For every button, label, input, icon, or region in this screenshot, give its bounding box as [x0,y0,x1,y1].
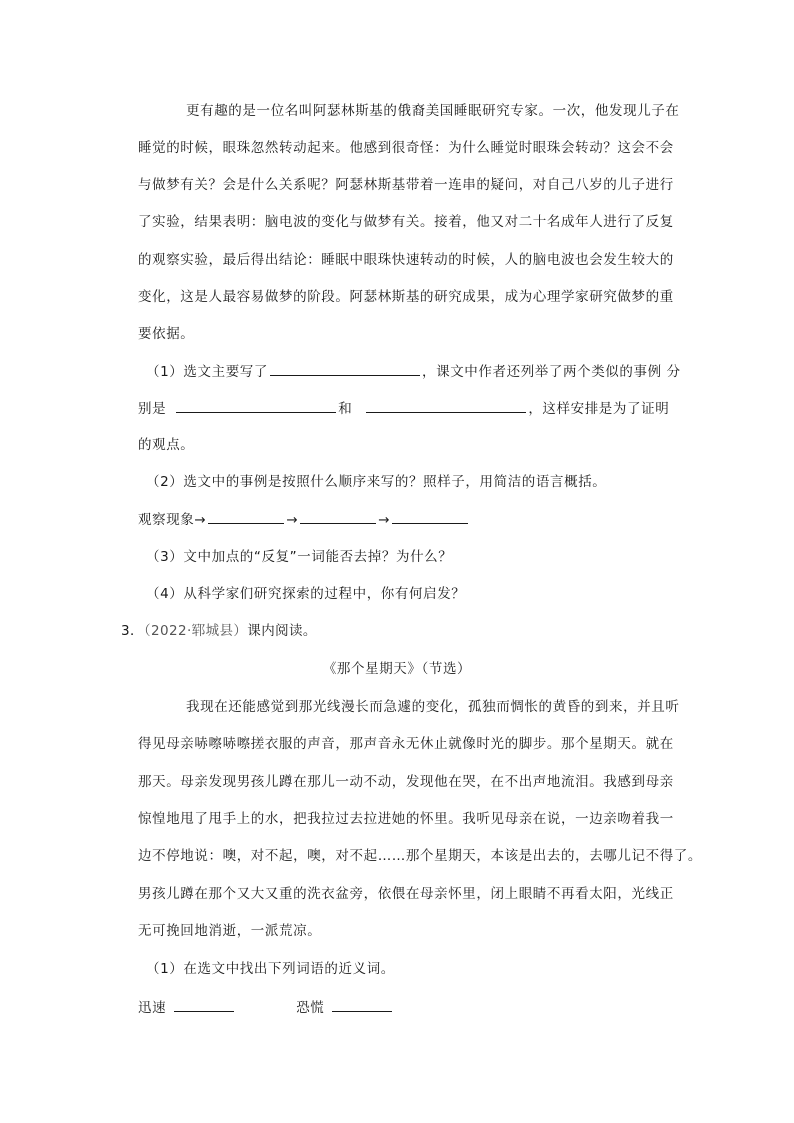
section-label: 课内阅读。 [247,623,317,639]
paragraph-line: 得见母亲哧嚓哧嚓搓衣服的声音，那声音永无休止就像时光的脚步。那个星期天。就在 [138,736,674,752]
paragraph-line: 我现在还能感觉到那光线漫长而急遽的变化，孤独而惆怅的黄昏的到来，并且听 [186,699,680,715]
question-1-line-2 [138,398,678,419]
answer-blank[interactable] [208,509,284,524]
word-label: 迅速 [138,1000,167,1016]
word-label: 恐慌 [296,1000,325,1016]
synonym-answers [138,997,678,1018]
passage-title: 《那个星期天》（节选） [322,661,472,677]
answer-blank[interactable] [270,361,420,376]
paragraph-line: 与做梦有关？会是什么关系呢？阿瑟林斯基带着一连串的疑问，对自己八岁的儿子进行 [138,177,674,193]
paragraph-line: 了实验，结果表明：脑电波的变化与做梦有关。接着，他又对二十名成年人进行了反复 [138,214,674,230]
question-text: 别是 [138,401,167,417]
arrow: → [378,512,391,528]
paragraph-line: 变化，这是人最容易做梦的阶段。阿瑟林斯基的研究成果，成为心理学家研究做梦的重 [138,289,674,305]
question-4: （4）从科学家们研究探索的过程中，你有何启发？ [146,586,466,602]
sequence-start: 观察现象→ [138,512,207,528]
paragraph-line: 边不停地说：噢，对不起，噢，对不起……那个星期天，本该是出去的，去哪儿记不得了。 [138,848,702,864]
synonym-question: （1）在选文中找出下列词语的近义词。 [146,961,395,977]
question-2-sequence [138,509,678,530]
question-text: ，课文中作者还列举了两个类似的事例 分 [422,364,681,380]
paragraph-line: 男孩儿蹲在那个又大又重的洗衣盆旁，依偎在母亲怀里，闭上眼睛不再看太阳，光线正 [138,886,674,902]
answer-blank[interactable] [176,398,336,413]
paragraph-line: 的观察实验，最后得出结论：睡眠中眼珠快速转动的时候，人的脑电波也会发生较大的 [138,252,674,268]
paragraph-line: 无可挽回地消逝，一派荒凉。 [138,923,322,939]
section-3-header [121,621,317,641]
question-text: 和 [338,401,353,417]
question-text: ，这样安排是为了证明 [528,401,670,417]
section-number: 3． [121,623,144,639]
paragraph-line: 要依据。 [138,326,195,342]
paragraph-line: 睡觉的时候，眼珠忽然转动起来。他感到很奇怪：为什么睡觉时眼珠会转动？这会不会 [138,140,674,156]
answer-blank[interactable] [332,997,392,1012]
question-2: （2）选文中的事例是按照什么顺序来写的？照样子，用简洁的语言概括。 [146,474,607,490]
answer-blank[interactable] [174,997,234,1012]
answer-blank[interactable] [366,398,526,413]
section-source: （2022·郓城县） [143,623,248,639]
question-1-line-3: 的观点。 [138,437,195,453]
paragraph-line: 那天。母亲发现男孩儿蹲在那儿一动不动，发现他在哭，在不出声地流泪。我感到母亲 [138,774,674,790]
question-1 [146,361,686,382]
answer-blank[interactable] [392,509,468,524]
question-3: （3）文中加点的“反复”一词能否去掉？为什么？ [146,549,453,565]
question-text: （1）选文主要写了 [146,364,268,380]
paragraph-line: 更有趣的是一位名叫阿瑟林斯基的俄裔美国睡眠研究专家。一次，他发现儿子在 [186,103,680,119]
answer-blank[interactable] [300,509,376,524]
paragraph-line: 惊惶地甩了甩手上的水，把我拉过去拉进她的怀里。我听见母亲在说，一边亲吻着我一 [138,811,674,827]
arrow: → [286,512,299,528]
